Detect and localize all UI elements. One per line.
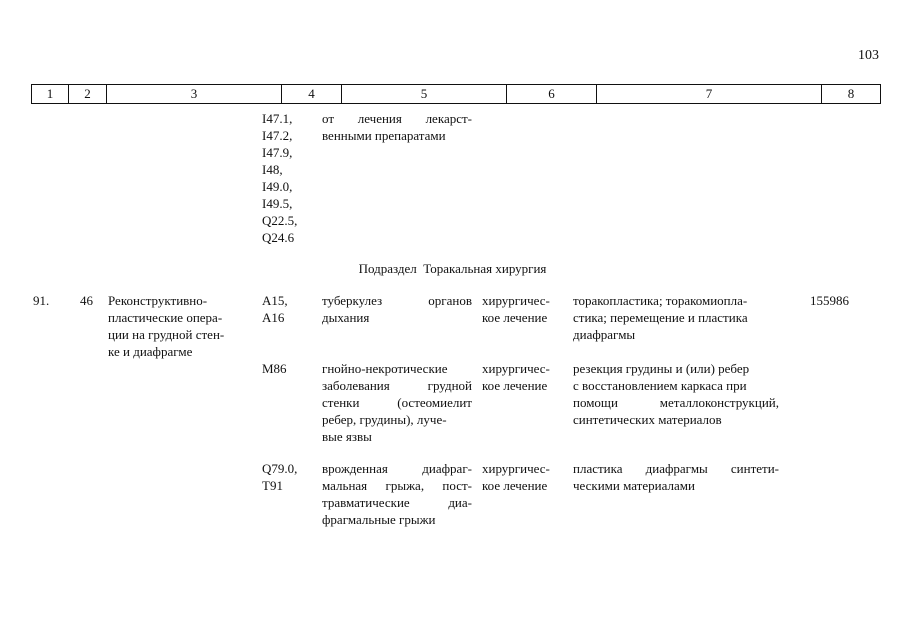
model-line: от лечения лекарст- (322, 111, 472, 126)
model-line: заболевания грудной (322, 378, 472, 393)
entry-method (573, 460, 779, 494)
code-line: I47.2, (262, 128, 293, 143)
method-line: торакопластика; торакомиопла- (573, 293, 748, 308)
entry-codes (262, 292, 288, 326)
header-col-4: 4 (282, 85, 342, 103)
method-line: синтетических материалов (573, 412, 722, 427)
model-line: гнойно-некротические (322, 361, 448, 376)
entry-model (322, 460, 472, 528)
code-line: A16 (262, 310, 285, 325)
model-line: стенки (остеомиелит (322, 395, 472, 410)
model-line: травматические диа- (322, 495, 472, 510)
treatment-line: хирургичес- (482, 461, 550, 476)
code-line: M86 (262, 361, 287, 376)
header-col-5: 5 (342, 85, 507, 103)
entry-model (322, 360, 472, 445)
model-line: вые язвы (322, 429, 372, 444)
name-line: Реконструктивно- (108, 293, 208, 308)
method-line: помощи металлоконструкций, (573, 395, 779, 410)
model-line: венными препаратами (322, 128, 446, 143)
model-line: фрагмальные грыжи (322, 512, 436, 527)
entry-treatment (482, 460, 550, 494)
name-line: ке и диафрагме (108, 344, 193, 359)
code-line: Q79.0, (262, 461, 298, 476)
code-line: I47.1, (262, 111, 293, 126)
continuation-model (322, 110, 472, 144)
model-line: мальная грыжа, пост- (322, 478, 472, 493)
treatment-line: кое лечение (482, 310, 548, 325)
method-line: ческими материалами (573, 478, 695, 493)
code-line: I49.0, (262, 179, 293, 194)
name-line: пластические опера- (108, 310, 223, 325)
header-col-2: 2 (69, 85, 107, 103)
model-line: дыхания (322, 310, 370, 325)
treatment-line: кое лечение (482, 378, 548, 393)
entry-codes (262, 460, 297, 494)
code-line: I48, (262, 162, 283, 177)
subsection-label: Подраздел (358, 261, 417, 276)
treatment-line: хирургичес- (482, 361, 550, 376)
entry-treatment (482, 292, 550, 326)
header-col-8: 8 (847, 86, 855, 101)
code-line: T91 (262, 478, 283, 493)
code-line: A15, (262, 293, 288, 308)
header-col-7: 7 (597, 85, 822, 103)
treatment-line: кое лечение (482, 478, 548, 493)
header-col-1: 1 (32, 85, 69, 103)
name-line: ции на грудной стен- (108, 327, 225, 342)
entry-method (573, 292, 748, 343)
price: 155986 (810, 293, 849, 308)
code-line: I47.9, (262, 145, 293, 160)
group-number: 46 (80, 293, 93, 308)
row-number: 91. (33, 293, 50, 308)
model-line: врожденная диафраг- (322, 461, 472, 476)
code-line: I49.5, (262, 196, 293, 211)
page-number: 103 (858, 48, 879, 63)
model-line: ребер, грудины), луче- (322, 412, 447, 427)
method-line: стика; перемещение и пластика (573, 310, 748, 325)
continuation-codes (262, 110, 297, 246)
treatment-line: хирургичес- (482, 293, 550, 308)
entry-treatment (482, 360, 550, 394)
entry-model (322, 292, 472, 326)
model-line: туберкулез органов (322, 293, 472, 308)
method-line: с восстановлением каркаса при (573, 378, 747, 393)
table-header-row (31, 84, 881, 104)
code-line: Q22.5, (262, 213, 298, 228)
method-line: резекция грудины и (или) ребер (573, 361, 750, 376)
subsection-title (0, 260, 905, 277)
method-line: диафрагмы (573, 327, 636, 342)
subsection-name: Торакальная хирургия (423, 261, 547, 276)
header-col-6: 6 (507, 85, 597, 103)
header-col-3: 3 (107, 85, 282, 103)
entry-method (573, 360, 779, 428)
intervention-name (108, 292, 224, 360)
method-line: пластика диафрагмы синтети- (573, 461, 779, 476)
code-line: Q24.6 (262, 230, 295, 245)
entry-codes (262, 360, 287, 377)
